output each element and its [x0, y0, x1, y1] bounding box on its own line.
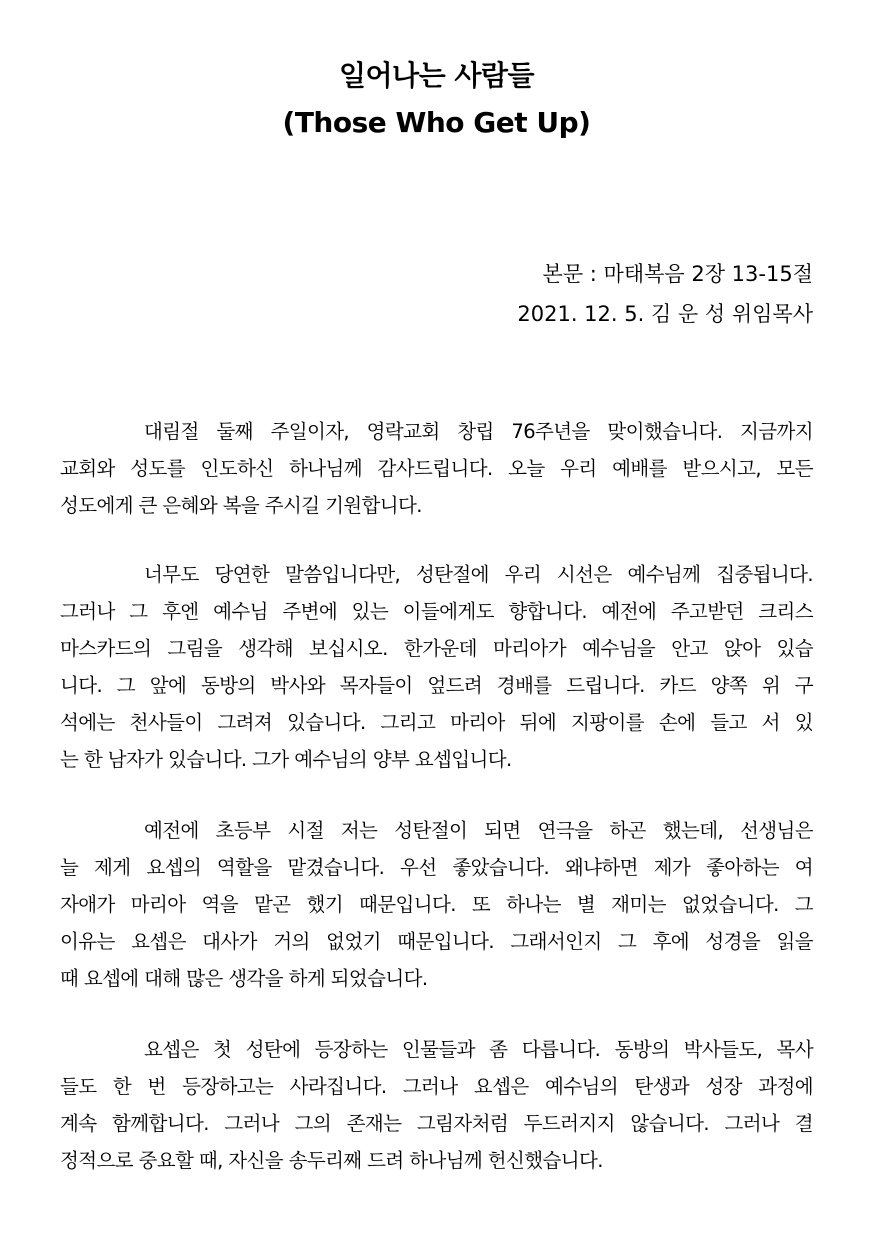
paragraph-line: 이유는 요셉은 대사가 거의 없었기 때문입니다. 그래서인지 그 후에 성경을 읽을 — [60, 930, 813, 953]
paragraph-line: 니다. 그 앞에 동방의 박사와 목자들이 엎드려 경배를 드립니다. 카드 양쪽 위 구 — [60, 674, 813, 697]
paragraph-line: 교회와 성도를 인도하신 하나님께 감사드립니다. 오늘 우리 예배를 받으시고, 모든 — [60, 457, 813, 480]
paragraph-line: 때 요셉에 대해 많은 생각을 하게 되었습니다. — [60, 967, 428, 990]
paragraph-line: 석에는 천사들이 그려져 있습니다. 그리고 마리아 뒤에 지팡이를 손에 들고 서 있 — [60, 711, 813, 734]
paragraph-line: 마스카드의 그림을 생각해 보십시오. 한가운데 마리아가 예수님을 안고 앉아 있습 — [60, 637, 813, 660]
paragraph-line: 성도에게 큰 은혜와 복을 주시길 기원합니다. — [60, 494, 422, 517]
paragraph-line: 예전에 초등부 시절 저는 성탄절이 되면 연극을 하곤 했는데, 선생님은 — [144, 819, 813, 842]
paragraph-line: 계속 함께합니다. 그러나 그의 존재는 그림자처럼 두드러지지 않습니다. 그러나 결 — [60, 1112, 813, 1135]
paragraph-line: 요셉은 첫 성탄에 등장하는 인물들과 좀 다릅니다. 동방의 박사들도, 목사 — [144, 1038, 813, 1061]
paragraph-line: 들도 한 번 등장하고는 사라집니다. 그러나 요셉은 예수님의 탄생과 성장 과정에 — [60, 1075, 813, 1098]
scripture-reference: 본문 : 마태복음 2장 13-15절 — [542, 262, 813, 286]
paragraph-line: 정적으로 중요할 때, 자신을 송두리째 드려 하나님께 헌신했습니다. — [60, 1149, 603, 1172]
paragraph-line: 자애가 마리아 역을 맡곤 했기 때문입니다. 또 하나는 별 재미는 없었습니다. 그 — [60, 893, 813, 916]
paragraph-line: 대림절 둘째 주일이자, 영락교회 창립 76주년을 맞이했습니다. 지금까지 — [144, 420, 813, 443]
sermon-title: 일어나는 사람들 — [338, 59, 535, 92]
paragraph-line: 그러나 그 후엔 예수님 주변에 있는 이들에게도 향합니다. 예전에 주고받던 크리스 — [60, 600, 813, 623]
paragraph-line: 너무도 당연한 말씀입니다만, 성탄절에 우리 시선은 예수님께 집중됩니다. — [144, 563, 813, 586]
paragraph-line: 늘 제게 요셉의 역할을 맡겼습니다. 우선 좋았습니다. 왜냐하면 제가 좋아하는 여 — [60, 856, 813, 879]
date-and-author: 2021. 12. 5. 김 운 성 위임목사 — [517, 302, 813, 326]
sermon-title-english: (Those Who Get Up) — [282, 106, 591, 139]
paragraph-line: 는 한 남자가 있습니다. 그가 예수님의 양부 요셉입니다. — [60, 748, 512, 771]
